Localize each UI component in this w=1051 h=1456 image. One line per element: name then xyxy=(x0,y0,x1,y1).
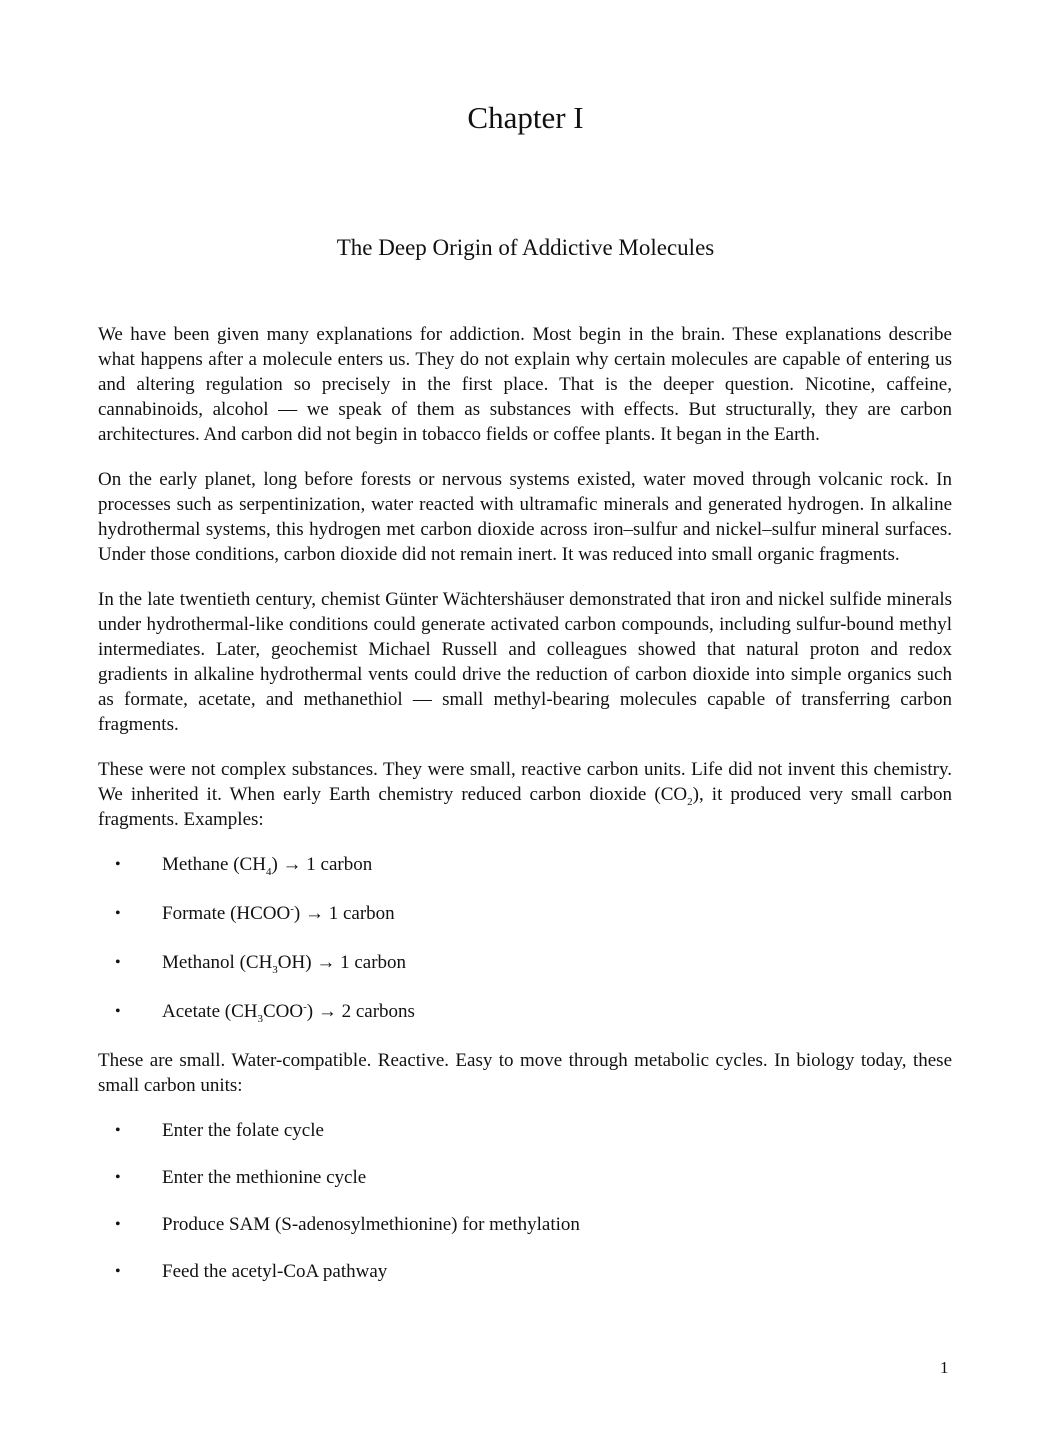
page-number: 1 xyxy=(940,1358,949,1377)
list-item-methane: • Methane $(CH_4) \to 1$ carbon xyxy=(115,854,373,878)
list-item-methionine-cycle: • Enter the methionine cycle xyxy=(115,1167,367,1188)
bullet-icon: • xyxy=(115,1122,121,1139)
paragraph-1: We have been given many explanations for addiction. Most begin in the brain. These explanations describe what happens after a molecule enters us. They do not explain why certain molecules are capable of entering us and altering regulation so precisely in the first place. That is the deeper question. Nicotine, caffeine, cannabinoids, alcohol — we speak of them as substances with effects. But structurally, they are carbon architectures. And carbon did not begin in tobacco fields or coffee plants. It began in the Earth. xyxy=(98,324,952,445)
list-item-methanol: • Methanol $(CH_3OH) \to 1$ carbon xyxy=(115,952,407,976)
list-item-acetate: • Acetate $(CH_3COO^-) \to 2$ carbons xyxy=(115,1001,415,1025)
chapter-label: Chapter I xyxy=(467,100,584,135)
paragraph-4: These were not complex substances. They were small, reactive carbon units. Life did not invent this chemistry. We inherited it. When early Earth chemistry reduced carbon dioxide $(CO_2)$, it produced very small carbon fragments. Examples: xyxy=(98,759,952,830)
list-item-formate: • Formate (HCOO-) → 1 carbon xyxy=(115,903,395,924)
chapter-title: The Deep Origin of Addictive Molecules xyxy=(336,235,715,260)
list-item-folate-cycle: • Enter the folate cycle xyxy=(115,1120,324,1141)
bullet-icon: • xyxy=(115,1263,121,1280)
bullet-icon: • xyxy=(115,1169,121,1186)
paragraph-5: These are small. Water-compatible. Reactive. Easy to move through metabolic cycles. In biology today, these small carbon units: xyxy=(98,1050,952,1096)
bullet-icon: • xyxy=(115,1216,121,1233)
chapter-body xyxy=(98,322,952,1306)
list-item-acetyl-coa: • Feed the acetyl-CoA pathway xyxy=(115,1261,388,1282)
paragraph-3: In the late twentieth century, chemist Günter Wächtershäuser demonstrated that iron and nickel sulfide minerals under hydrothermal-like conditions could generate activated carbon compounds, including sulfur-bound methyl intermediates. Later, geochemist Michael Russell and colleagues showed that natural proton and redox gradients in alkaline hydrothermal vents could drive the reduction of carbon dioxide into simple organics such as formate, acetate, and methanethiol — small methyl-bearing molecules capable of transferring carbon fragments. xyxy=(98,589,952,735)
bullet-icon: • xyxy=(115,1003,121,1020)
bullet-icon: • xyxy=(115,954,121,971)
carbon-fragment-examples-list xyxy=(98,852,952,1024)
carbon-unit-uses-list xyxy=(98,1118,952,1284)
paragraph-2: On the early planet, long before forests or nervous systems existed, water moved through volcanic rock. In processes such as serpentinization, water reacted with ultramafic minerals and generated hydrogen. In alkaline hydrothermal systems, this hydrogen met carbon dioxide across iron–sulfur and nickel–sulfur mineral surfaces. Under those conditions, carbon dioxide did not remain inert. It was reduced into small organic fragments. xyxy=(98,469,952,565)
list-item-sam: • Produce SAM (S-adenosylmethionine) for methylation xyxy=(115,1214,580,1235)
bullet-icon: • xyxy=(115,856,121,873)
bullet-icon: • xyxy=(115,905,121,922)
